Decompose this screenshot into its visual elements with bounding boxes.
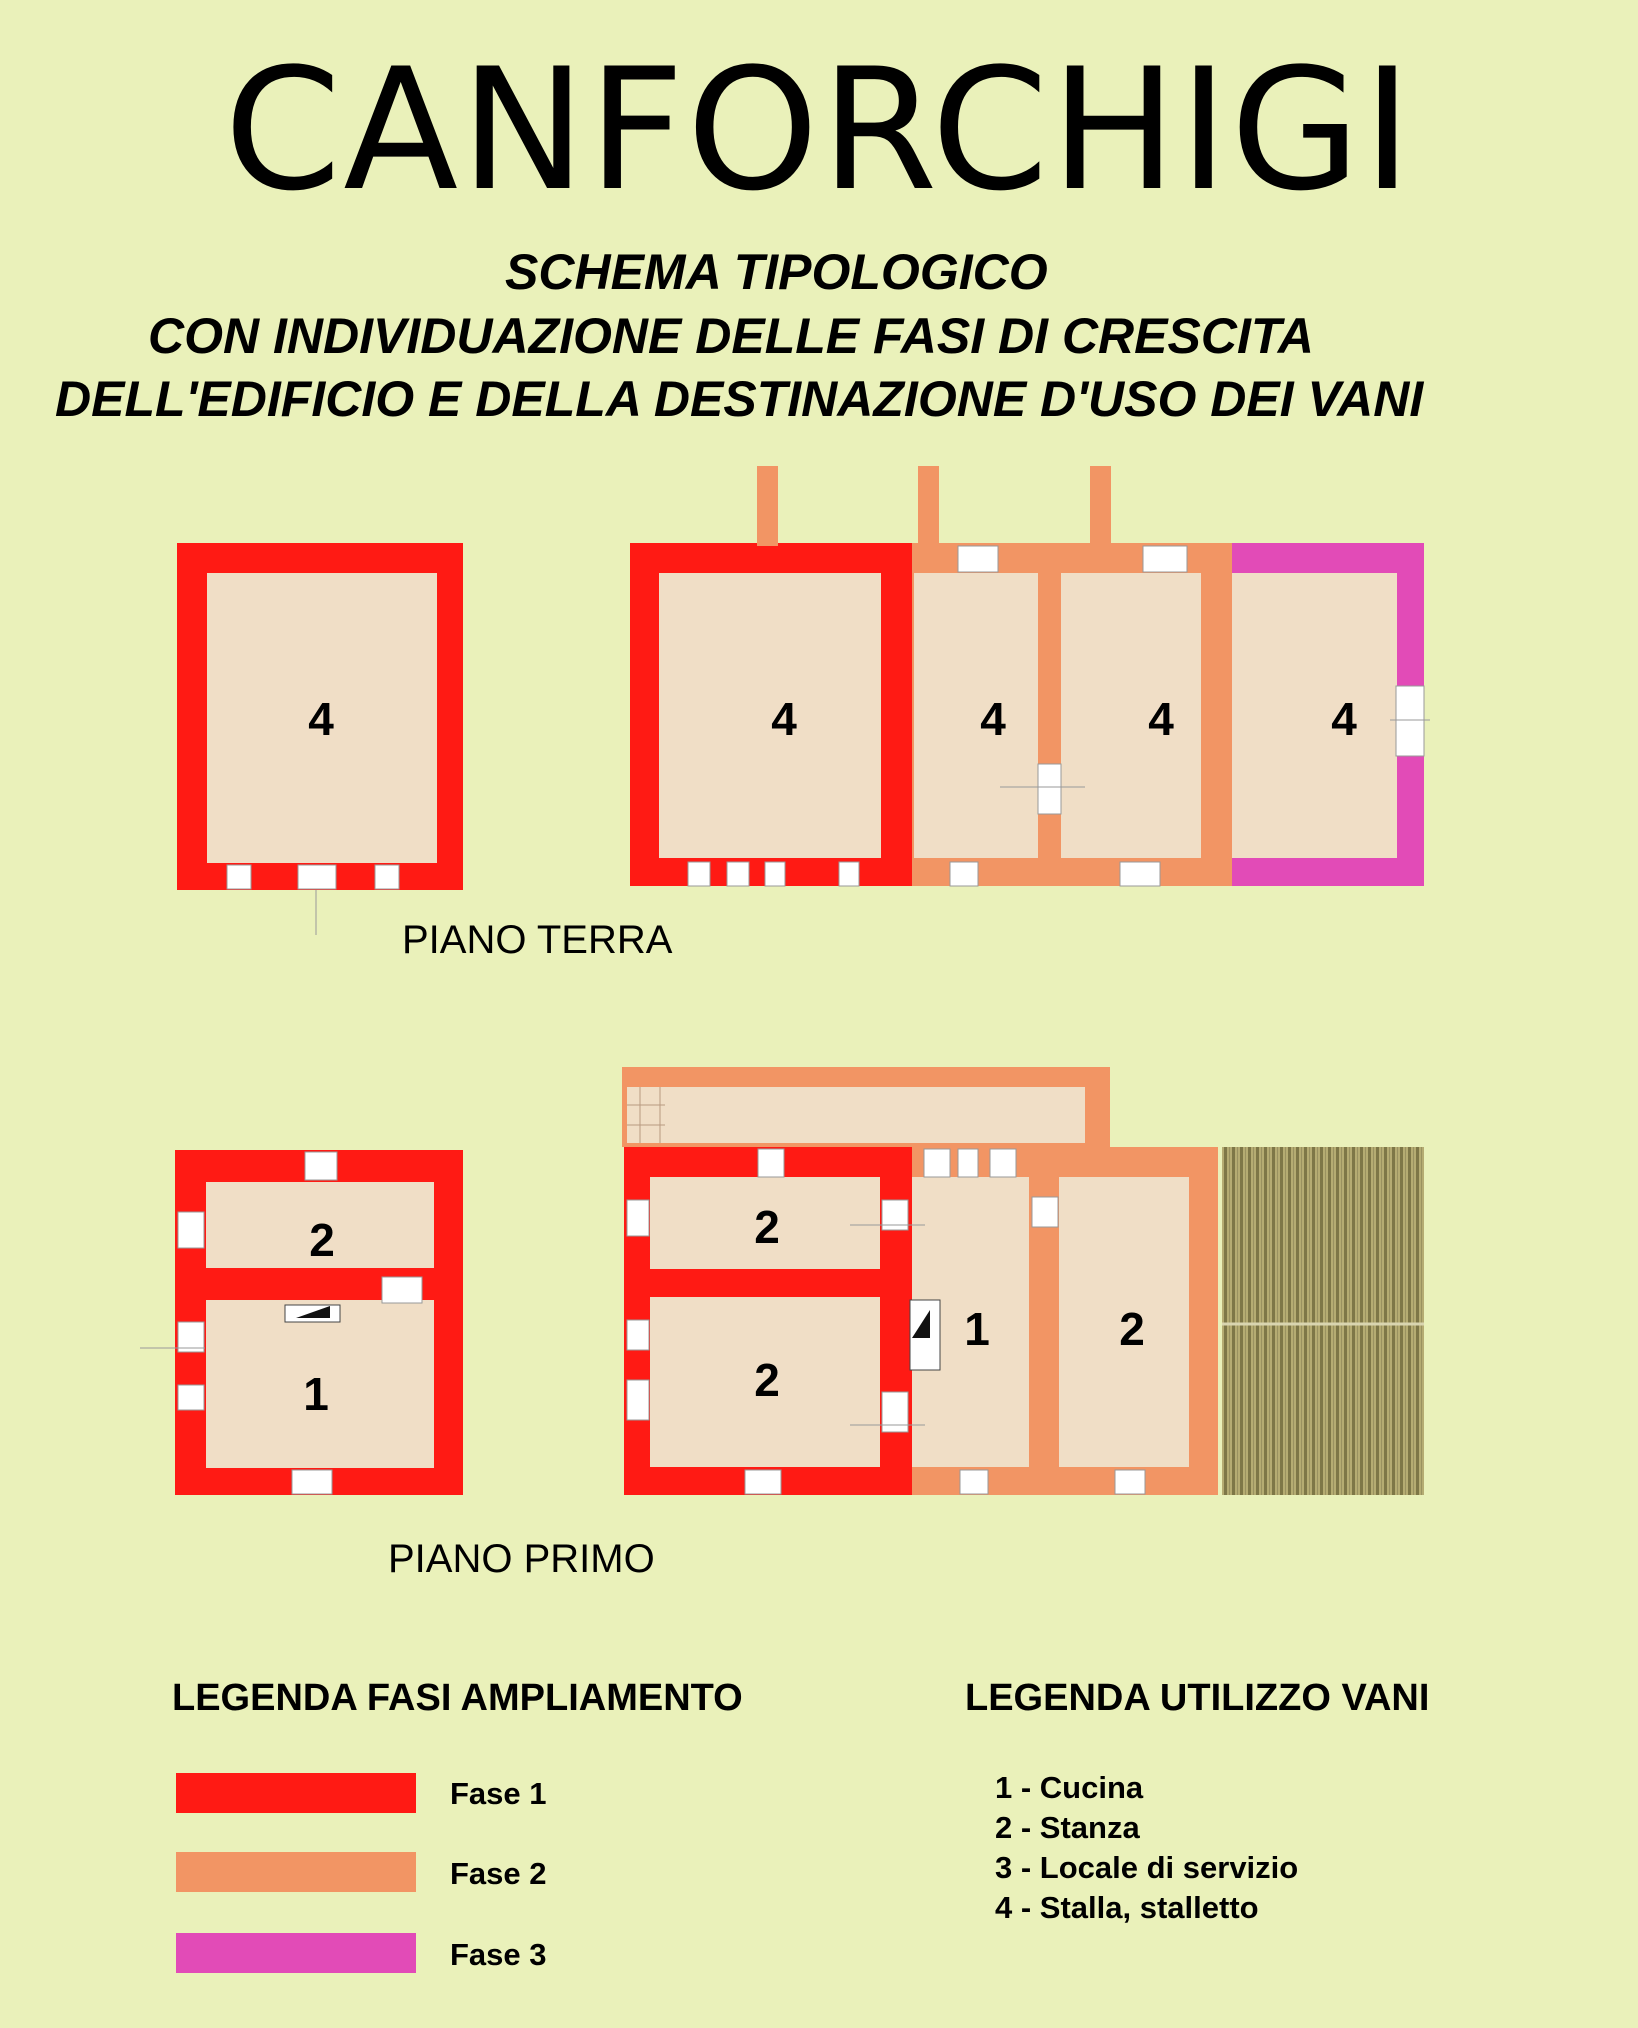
room-number: 1	[303, 1368, 329, 1420]
legend-uses-heading: LEGENDA UTILIZZO VANI	[965, 1677, 1430, 1719]
legend-use-item: 2 - Stanza	[995, 1810, 1140, 1845]
subtitle-line-2: CON INDIVIDUAZIONE DELLE FASI DI CRESCITA	[148, 308, 1314, 364]
room-number: 4	[1331, 693, 1357, 745]
ground-left-building	[177, 543, 463, 935]
legend-phases-heading: LEGENDA FASI AMPLIAMENTO	[172, 1677, 743, 1719]
room-number: 4	[980, 693, 1006, 745]
room-number: 4	[771, 693, 797, 745]
first-timber-structure	[1222, 1147, 1424, 1495]
ground-room-d	[1232, 573, 1397, 858]
room-number: 2	[309, 1214, 335, 1266]
first-right-building	[622, 1067, 1424, 1495]
room-number: 4	[308, 693, 334, 745]
page-title: CANFORCHIGI	[223, 32, 1415, 228]
legend-swatch-fase-2	[176, 1852, 416, 1892]
legend-swatch-fase-1	[176, 1773, 416, 1813]
ground-right-building	[630, 466, 1430, 886]
first-left-building	[140, 1150, 463, 1495]
subtitle-line-3: DELL'EDIFICIO E DELLA DESTINAZIONE D'USO DEI VANI	[55, 371, 1424, 427]
ground-chimney-1	[757, 466, 778, 546]
room-number: 2	[754, 1201, 780, 1253]
room-number: 1	[964, 1303, 990, 1355]
ground-room-a	[659, 573, 881, 858]
legend-label-fase-1: Fase 1	[450, 1776, 547, 1811]
room-number: 2	[754, 1354, 780, 1406]
room-number: 4	[1148, 693, 1174, 745]
ground-room-c	[1061, 573, 1201, 858]
ground-chimney-2	[918, 466, 939, 546]
legend-use-item: 3 - Locale di servizio	[995, 1850, 1299, 1885]
room-number: 2	[1119, 1303, 1145, 1355]
first-balcony-floor	[627, 1087, 1085, 1143]
legend-label-fase-3: Fase 3	[450, 1937, 547, 1972]
ground-room-b	[914, 573, 1038, 858]
subtitle-line-1: SCHEMA TIPOLOGICO	[505, 244, 1048, 300]
legend-label-fase-2: Fase 2	[450, 1856, 547, 1891]
legend-use-item: 4 - Stalla, stalletto	[995, 1890, 1259, 1925]
legend-use-item: 1 - Cucina	[995, 1770, 1144, 1805]
legend-swatch-fase-3	[176, 1933, 416, 1973]
floor-label-first: PIANO PRIMO	[388, 1537, 655, 1581]
floor-label-ground: PIANO TERRA	[402, 918, 673, 962]
ground-chimney-3	[1090, 466, 1111, 546]
